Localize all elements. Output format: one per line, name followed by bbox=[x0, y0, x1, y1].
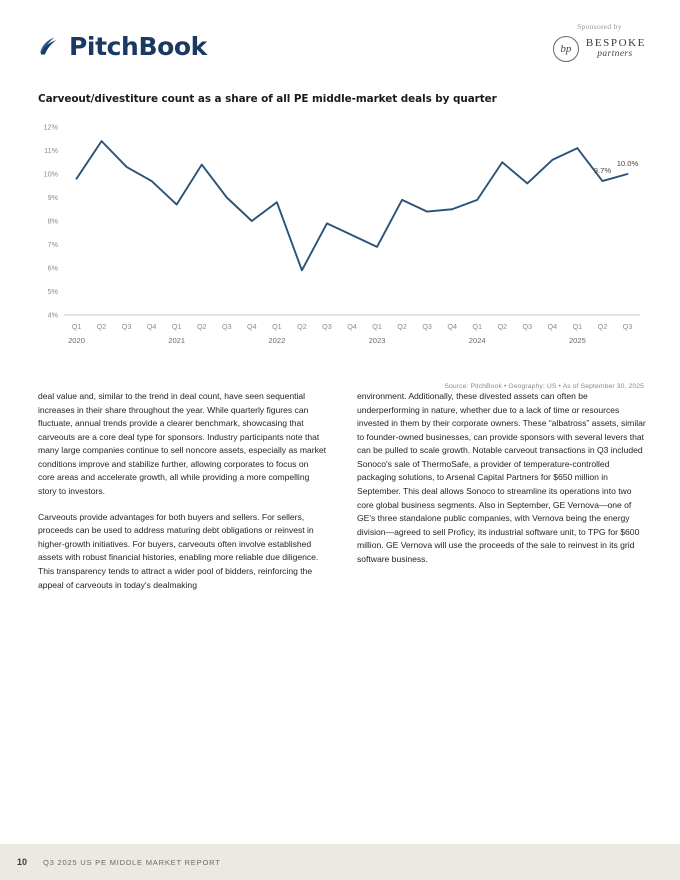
chart-frame bbox=[38, 115, 646, 377]
x-axis-quarter-label: Q2 bbox=[196, 322, 207, 331]
x-axis-quarter-label: Q1 bbox=[372, 322, 382, 331]
x-axis-quarter-label: Q4 bbox=[146, 322, 157, 331]
x-axis-quarter-label: Q1 bbox=[472, 322, 483, 331]
x-axis-year-label: 2020 bbox=[68, 336, 85, 345]
y-axis-tick-label: 6% bbox=[47, 263, 58, 273]
y-axis-tick-label: 11% bbox=[44, 146, 58, 156]
chart-data-line bbox=[77, 141, 628, 270]
chart-title: Carveout/divestiture count as a share of all PE middle-market deals by quarter bbox=[38, 93, 497, 105]
data-point-label: 9.7% bbox=[593, 166, 612, 176]
x-axis-quarter-label: Q4 bbox=[447, 322, 457, 331]
y-axis-tick-label: 7% bbox=[47, 240, 58, 250]
x-axis-quarter-label: Q1 bbox=[572, 322, 583, 331]
y-axis-tick-label: 4% bbox=[47, 310, 58, 320]
paragraph: environment. Additionally, these divested assets can often be underperforming in nature, whether due to a lack of time or resources invested in them by their corporate owners. These “albatross” assets, similar to founder-owned businesses, can provide sponsors with several levers that can be pulled to scale growth. Notable carveout transactions in Q3 included Sonoco's sale of ThermoSafe, a provider of temperature-controlled packaging solutions, to Arsenal Capital Partners for $650 million in September. This deal allows Sonoco to streamline its operations into two core global business segments. Also in September, GE Vernova—one of GE's three standalone public companies, with Vernova being the energy division—agreed to sell Proficy, its industrial software unit, to TPG for $600 million. GE Vernova will use the proceeds of the sale to reinvest in its grid software business. bbox=[357, 391, 646, 564]
x-axis-quarter-label: Q2 bbox=[397, 322, 407, 331]
y-axis-tick-label: 5% bbox=[47, 287, 58, 297]
chart-section bbox=[38, 93, 646, 390]
x-axis-quarter-label: Q4 bbox=[247, 322, 257, 331]
x-axis-quarter-label: Q1 bbox=[171, 322, 182, 331]
x-axis-year-label: 2023 bbox=[368, 336, 386, 345]
x-axis-quarter-label: Q3 bbox=[221, 322, 232, 331]
x-axis-quarter-label: Q4 bbox=[347, 322, 357, 331]
pitchbook-wordmark: PitchBook bbox=[69, 31, 207, 61]
y-axis-tick-label: 10% bbox=[43, 169, 58, 179]
x-axis-quarter-label: Q2 bbox=[597, 322, 608, 331]
x-axis-quarter-label: Q4 bbox=[547, 322, 558, 331]
x-axis-quarter-label: Q2 bbox=[497, 322, 508, 331]
article-body bbox=[38, 390, 646, 592]
quarterly-carveout-share-line-chart bbox=[38, 115, 646, 377]
body-right-column bbox=[357, 390, 646, 592]
y-axis-tick-label: 8% bbox=[47, 216, 58, 226]
paragraph: Carveouts provide advantages for both buyers and sellers. For sellers, proceeds can be used to address maturing debt obligations or reinvest in higher-growth initiatives. For buyers, carveouts often involve established assets with robust financial histories, enabling more reliable due diligence. This transparency tends to attract a wider pool of bidders, reinforcing the appeal of carveouts in today's dealmaking bbox=[38, 511, 319, 590]
x-axis-quarter-label: Q2 bbox=[96, 322, 107, 331]
y-axis-tick-label: 12% bbox=[43, 122, 58, 132]
page-header bbox=[0, 0, 680, 86]
pitchbook-flag-icon bbox=[38, 33, 64, 59]
x-axis-quarter-label: Q1 bbox=[272, 322, 282, 331]
y-axis-tick-label: 9% bbox=[47, 193, 58, 203]
x-axis-quarter-label: Q1 bbox=[71, 322, 82, 331]
x-axis-quarter-label: Q3 bbox=[422, 322, 432, 331]
sponsor-names bbox=[586, 38, 646, 60]
sponsor-name-sub: partners bbox=[597, 48, 633, 59]
sponsored-by-label: Sponsored by bbox=[577, 22, 622, 31]
chart-source-note: Source: PitchBook • Geography: US • As of September 30, 2025 bbox=[444, 383, 644, 390]
x-axis-quarter-label: Q3 bbox=[622, 322, 633, 331]
x-axis-year-label: 2022 bbox=[268, 336, 286, 345]
x-axis-year-label: 2025 bbox=[568, 336, 586, 345]
bespoke-partners-logo bbox=[553, 36, 646, 62]
sponsor-name-main: BESPOKE bbox=[585, 37, 646, 50]
pitchbook-logo bbox=[38, 33, 207, 59]
x-axis-quarter-label: Q2 bbox=[297, 322, 307, 331]
body-left-column bbox=[38, 390, 327, 592]
x-axis-quarter-label: Q3 bbox=[522, 322, 533, 331]
paragraph: deal value and, similar to the trend in deal count, have seen sequential increases in their share throughout the year. While quarterly figures can fluctuate, annual trends provide a clearer benchmark, showcasing that carveouts are a core deal type for sponsors. Industry participants note that many large companies continue to sell noncore assets, especially as market conditions improve and stabilize further, allowing corporates to focus on core areas and accelerate growth, all while providing a more compelling story to investors. bbox=[38, 391, 326, 497]
footer-report-title: Q3 2025 US PE MIDDLE MARKET REPORT bbox=[43, 857, 221, 867]
x-axis-quarter-label: Q3 bbox=[322, 322, 332, 331]
x-axis-quarter-label: Q3 bbox=[121, 322, 132, 331]
x-axis-year-label: 2021 bbox=[168, 336, 186, 345]
sponsor-block bbox=[553, 22, 646, 62]
x-axis-year-label: 2024 bbox=[468, 336, 486, 345]
bespoke-monogram-icon: bp bbox=[553, 36, 579, 62]
page-footer bbox=[0, 844, 680, 880]
footer-page-number: 10 bbox=[17, 857, 28, 867]
data-point-label: 10.0% bbox=[616, 159, 639, 168]
